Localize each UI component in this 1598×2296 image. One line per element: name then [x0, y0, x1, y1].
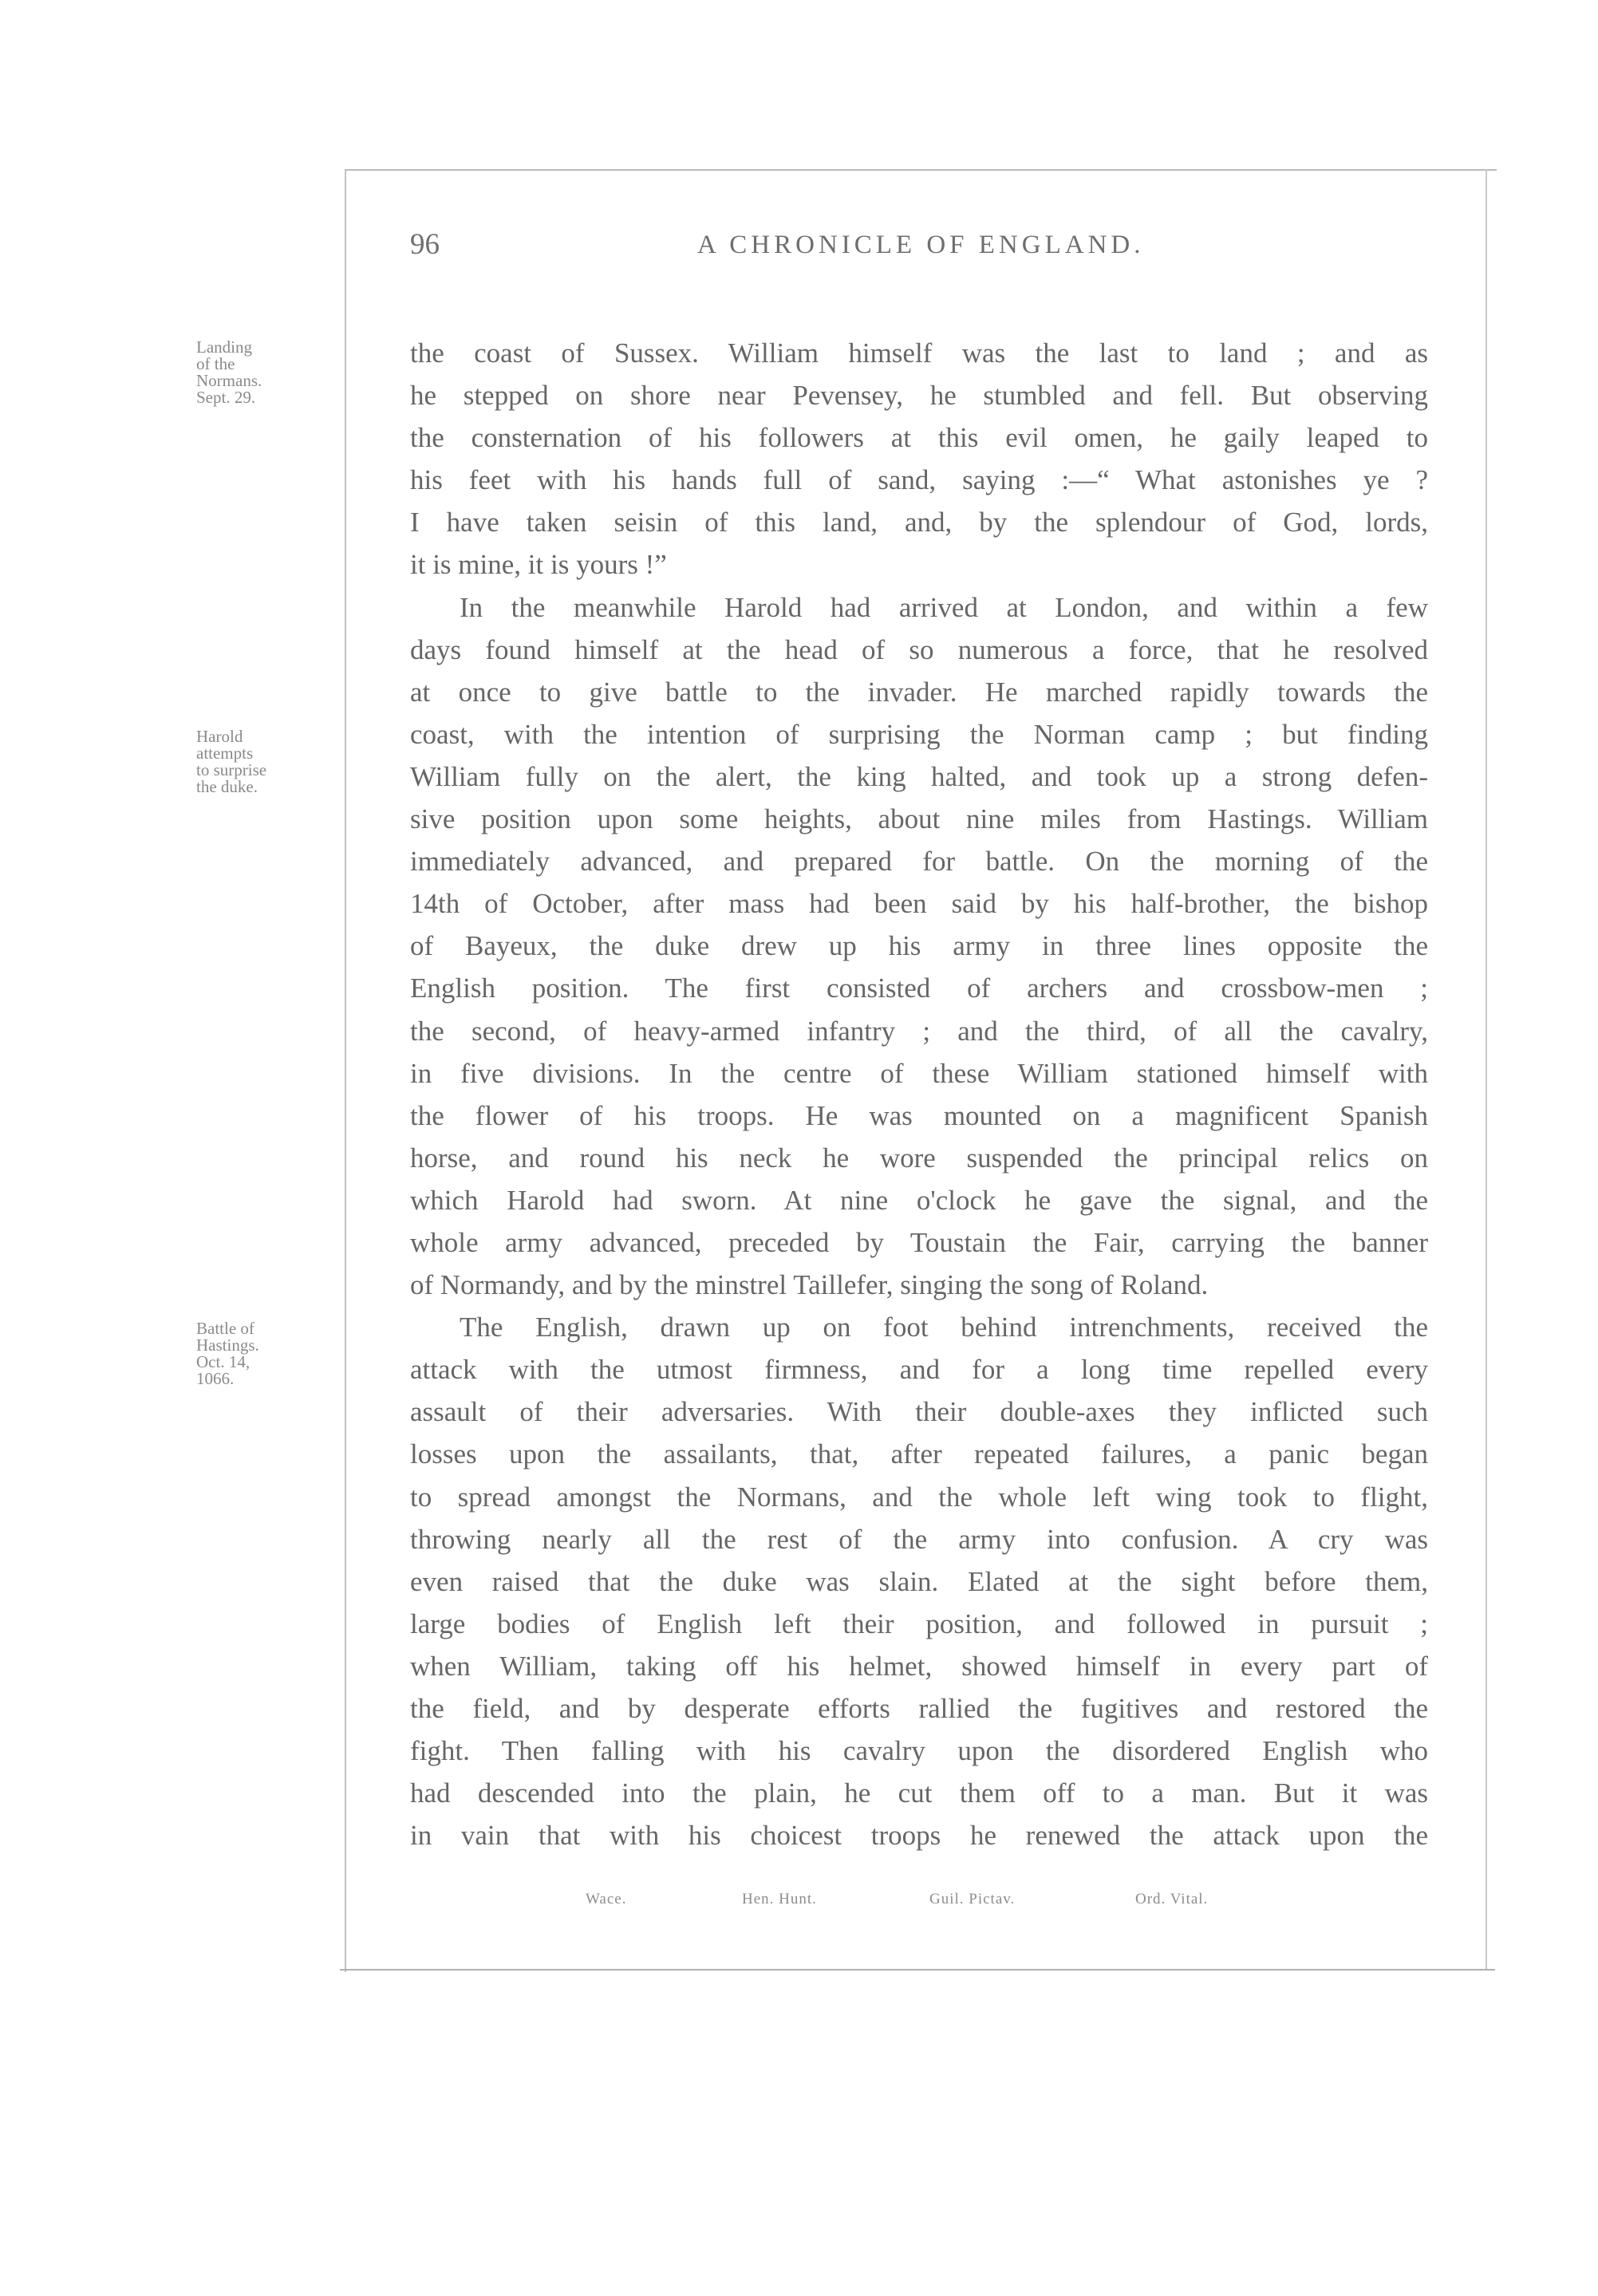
text-line: I have taken seisin of this land, and, by the splendour of God, lords, [410, 507, 1428, 538]
body-text [410, 332, 1428, 1856]
text-line: the second, of heavy-armed infantry ; and the third, of all the cavalry, [410, 1015, 1428, 1047]
text-line: fight. Then falling with his cavalry upon the disordered English who [410, 1735, 1428, 1767]
sidenote-line: Battle of [196, 1319, 254, 1338]
source-citation: Ord. Vital. [1135, 1891, 1209, 1907]
text-line: attack with the utmost firmness, and for a long time repelled every [410, 1354, 1428, 1386]
text-line: of Normandy, and by the minstrel Taillefer, singing the song of Roland. [410, 1269, 1209, 1301]
source-citation: Hen. Hunt. [742, 1891, 817, 1907]
text-line: whole army advanced, preceded by Toustain the Fair, carrying the banner [410, 1226, 1428, 1258]
sidenote-line: Harold [196, 727, 243, 746]
sidenote-line: Hastings. [196, 1335, 259, 1355]
sidenote-line: Sept. 29. [196, 388, 256, 407]
text-line: to spread amongst the Normans, and the whole left wing took to flight, [410, 1481, 1428, 1513]
page-frame-left-rule [345, 169, 346, 1972]
text-line: the consternation of his followers at this evil omen, he gaily leaped to [410, 422, 1428, 454]
text-line: at once to give battle to the invader. He marched rapidly towards the [410, 676, 1428, 708]
text-line: of Bayeux, the duke drew up his army in three lines opposite the [410, 930, 1428, 962]
sidenote-harold-attempts-surprise [196, 728, 348, 795]
text-line: The English, drawn up on foot behind intrenchments, received the [460, 1312, 1428, 1343]
text-line: the coast of Sussex. William himself was the last to land ; and as [410, 337, 1428, 369]
text-line: when William, taking off his helmet, showed himself in every part of [410, 1650, 1428, 1682]
page-number: 96 [410, 228, 440, 261]
text-line: throwing nearly all the rest of the army into confusion. A cry was [410, 1523, 1428, 1555]
page-frame-bottom-rule [340, 1969, 1495, 1971]
text-line: it is mine, it is yours !” [410, 549, 667, 581]
sidenote-landing-of-the-normans [196, 339, 348, 406]
text-line: the field, and by desperate efforts rallied the fugitives and restored the [410, 1693, 1428, 1724]
text-line: in five divisions. In the centre of these William stationed himself with [410, 1057, 1428, 1089]
text-line: assault of their adversaries. With their double-axes they inflicted such [410, 1396, 1428, 1428]
sidenote-line: of the [196, 354, 235, 373]
sidenote-line: the duke. [196, 777, 258, 796]
text-line: immediately advanced, and prepared for battle. On the morning of the [410, 846, 1428, 878]
source-citation: Guil. Pictav. [929, 1891, 1016, 1907]
sidenote-line: attempts [196, 744, 254, 763]
text-line: he stepped on shore near Pevensey, he stumbled and fell. But observing [410, 380, 1428, 412]
sidenote-line: Normans. [196, 371, 262, 390]
text-line: 14th of October, after mass had been said by his half-brother, the bishop [410, 888, 1428, 920]
text-line: losses upon the assailants, that, after repeated failures, a panic began [410, 1438, 1428, 1470]
sidenote-line: 1066. [196, 1369, 235, 1388]
sidenote-line: to surprise [196, 760, 267, 779]
text-line: large bodies of English left their position, and followed in pursuit ; [410, 1608, 1428, 1639]
page-frame-right-rule [1486, 169, 1487, 1971]
text-line: William fully on the alert, the king halted, and took up a strong defen- [410, 760, 1428, 792]
source-citation: Wace. [586, 1891, 627, 1907]
text-line: the flower of his troops. He was mounted on a magnificent Spanish [410, 1099, 1428, 1131]
text-line: horse, and round his neck he wore suspended the principal relics on [410, 1142, 1428, 1174]
source-citations [0, 1888, 1598, 1911]
sidenote-line: Oct. 14, [196, 1352, 251, 1371]
text-line: his feet with his hands full of sand, saying :—“ What astonishes ye ? [410, 464, 1428, 496]
text-line: English position. The first consisted of archers and crossbow-men ; [410, 972, 1428, 1004]
text-line: had descended into the plain, he cut them off to a man. But it was [410, 1777, 1428, 1809]
text-line: sive position upon some heights, about nine miles from Hastings. William [410, 803, 1428, 835]
text-line: even raised that the duke was slain. Elated at the sight before them, [410, 1565, 1428, 1597]
text-line: days found himself at the head of so numerous a force, that he resolved [410, 633, 1428, 665]
text-line: In the meanwhile Harold had arrived at London, and within a few [460, 591, 1428, 623]
sidenote-line: Landing [196, 337, 252, 357]
book-title: A CHRONICLE OF ENGLAND. [697, 231, 1145, 259]
text-line: in vain that with his choicest troops he renewed the attack upon the [410, 1820, 1428, 1852]
text-line: coast, with the intention of surprising the Norman camp ; but finding [410, 718, 1428, 750]
text-line: which Harold had sworn. At nine o'clock he gave the signal, and the [410, 1184, 1428, 1216]
sidenote-battle-of-hastings [196, 1320, 348, 1387]
page-frame-top-rule [345, 169, 1497, 171]
running-head [410, 225, 1423, 265]
